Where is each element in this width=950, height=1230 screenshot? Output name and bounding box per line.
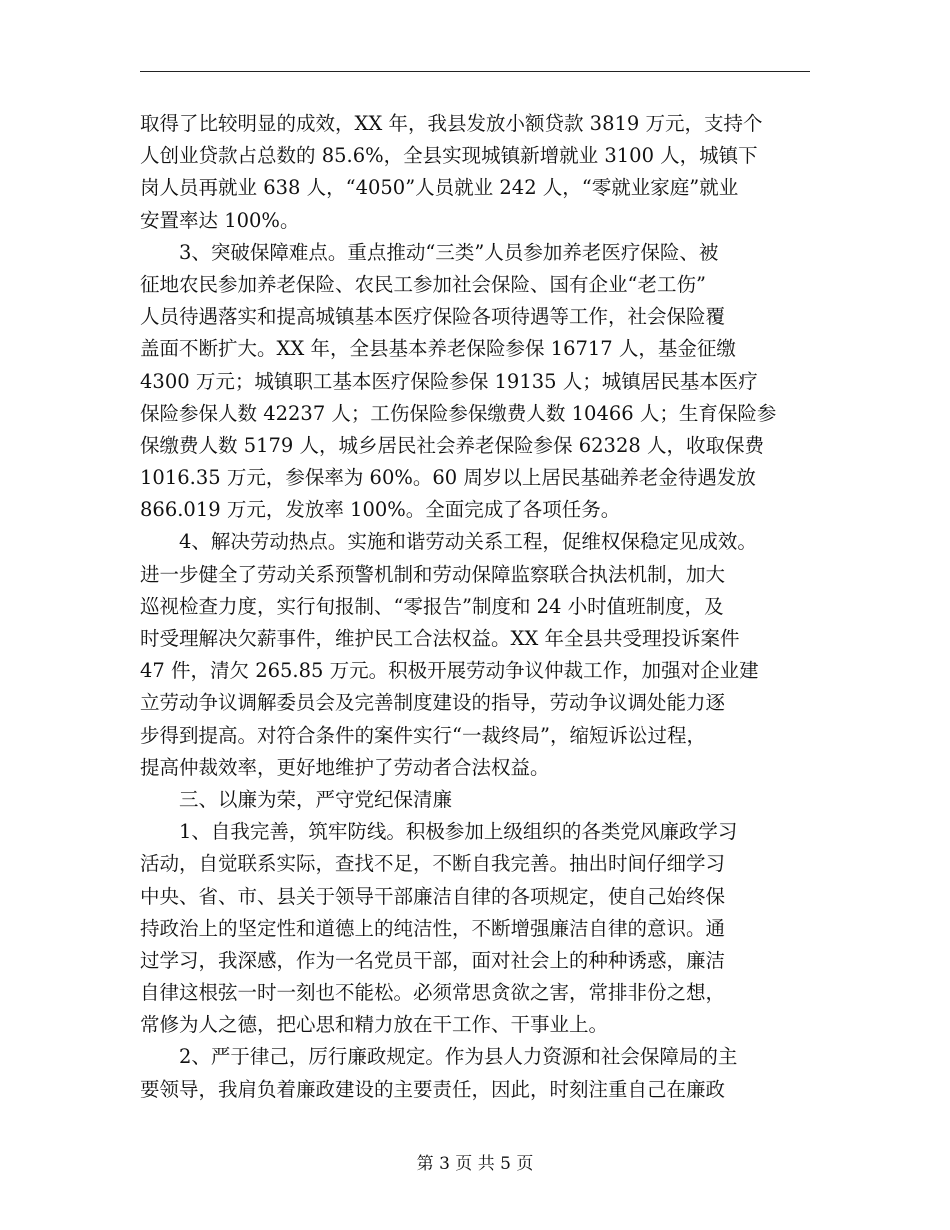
text-line: 中央、省、市、县关于领导干部廉洁自律的各项规定，使自己始终保	[140, 884, 726, 908]
text-line: 安置率达 100%。	[140, 208, 300, 232]
text-line: 47 件，清欠 265.85 万元。积极开展劳动争议仲裁工作，加强对企业建	[140, 659, 759, 683]
text-line: 提高仲裁效率，更好地维护了劳动者合法权益。	[140, 755, 550, 779]
text-line: 866.019 万元，发放率 100%。全面完成了各项任务。	[140, 498, 621, 522]
text-line: 巡视检查力度，实行旬报制、“零报告”制度和 24 小时值班制度，及	[140, 594, 724, 618]
text-line: 盖面不断扩大。XX 年，全县基本养老保险参保 16717 人，基金征缴	[140, 337, 736, 361]
text-line: 保险参保人数 42237 人；工伤保险参保缴费人数 10466 人；生育保险参	[140, 401, 777, 425]
text-line: 活动，自觉联系实际，查找不足，不断自我完善。抽出时间仔细学习	[140, 852, 726, 876]
text-line: 1、自我完善，筑牢防线。积极参加上级组织的各类党风廉政学习	[179, 820, 738, 844]
text-line: 自律这根弦一时一刻也不能松。必须常思贪欲之害，常排非份之想，	[140, 981, 726, 1005]
header-rule	[140, 71, 810, 72]
text-line: 步得到提高。对符合条件的案件实行“一裁终局”，缩短诉讼过程，	[140, 723, 706, 747]
text-line: 2、严于律己，厉行廉政规定。作为县人力资源和社会保障局的主	[179, 1045, 738, 1069]
body-text	[140, 108, 812, 1106]
text-line: 4、解决劳动热点。实施和谐劳动关系工程，促维权保稳定见成效。	[179, 530, 757, 554]
text-line: 保缴费人数 5179 人，城乡居民社会养老保险参保 62328 人，收取保费	[140, 433, 764, 457]
text-line: 人创业贷款占总数的 85.6%，全县实现城镇新增就业 3100 人，城镇下	[140, 144, 758, 168]
text-line: 人员待遇落实和提高城镇基本医疗保险各项待遇等工作，社会保险覆	[140, 305, 726, 329]
text-line: 立劳动争议调解委员会及完善制度建设的指导，劳动争议调处能力逐	[140, 691, 726, 715]
text-line: 三、以廉为荣，严守党纪保清廉	[179, 787, 453, 811]
text-line: 常修为人之德，把心思和精力放在干工作、干事业上。	[140, 1013, 609, 1037]
text-line: 4300 万元；城镇职工基本医疗保险参保 19135 人；城镇居民基本医疗	[140, 369, 758, 393]
text-line: 3、突破保障难点。重点推动“三类”人员参加养老医疗保险、被	[179, 240, 719, 264]
page-footer: 第 3 页 共 5 页	[416, 1154, 534, 1174]
text-line: 时受理解决欠薪事件，维护民工合法权益。XX 年全县共受理投诉案件	[140, 627, 740, 650]
text-line: 持政治上的坚定性和道德上的纯洁性，不断增强廉洁自律的意识。通	[140, 916, 726, 940]
text-line: 进一步健全了劳动关系预警机制和劳动保障监察联合执法机制，加大	[140, 562, 726, 586]
text-line: 1016.35 万元，参保率为 60%。60 周岁以上居民基础养老金待遇发放	[140, 466, 756, 490]
text-line: 取得了比较明显的成效，XX 年，我县发放小额贷款 3819 万元，支持个	[140, 112, 763, 135]
text-line: 要领导，我肩负着廉政建设的主要责任，因此，时刻注重自己在廉政	[140, 1077, 726, 1101]
text-line: 征地农民参加养老保险、农民工参加社会保险、国有企业“老工伤”	[140, 272, 706, 296]
text-line: 过学习，我深感，作为一名党员干部，面对社会上的种种诱惑，廉洁	[140, 948, 726, 972]
text-line: 岗人员再就业 638 人，“4050”人员就业 242 人，“零就业家庭”就业	[140, 176, 739, 200]
